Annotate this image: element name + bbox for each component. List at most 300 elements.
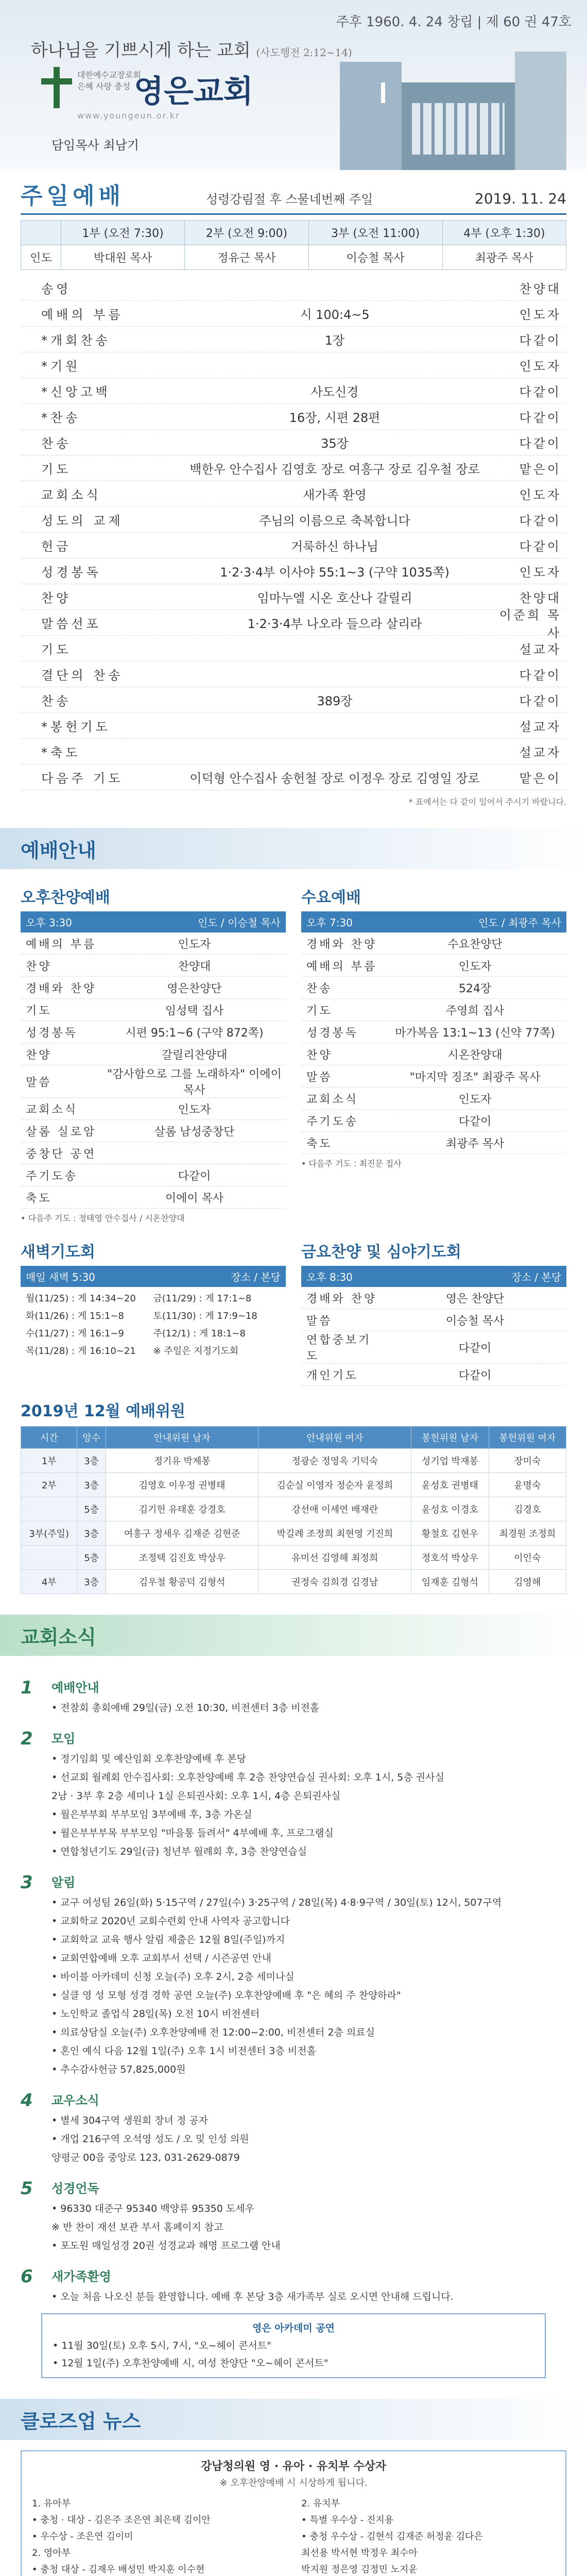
order-item-name: *기원 bbox=[41, 359, 81, 374]
order-row bbox=[301, 977, 566, 999]
news-title: 알림 bbox=[51, 1875, 76, 1890]
theme-verse-text: 하나님을 기쁘시게 하는 교회 bbox=[31, 40, 251, 61]
friday-title: 금요찬양 및 심야기도회 bbox=[301, 1243, 461, 1261]
order-row bbox=[21, 1065, 286, 1098]
order-item-leader: 찬양대 bbox=[519, 282, 561, 296]
order-row bbox=[21, 1142, 286, 1164]
dawn-reading: 화(11/26) : 게 15:1~8 bbox=[26, 1311, 124, 1321]
month-cell: 김경호 bbox=[489, 1497, 566, 1521]
order-item-value: 임성택 집사 bbox=[165, 1004, 224, 1018]
news-line: • 월은부부부목 부부모임 "마을통 들려서" 4부예배 후, 프로그램실 bbox=[51, 1827, 334, 1839]
month-header-row bbox=[21, 1427, 566, 1449]
wednesday-title: 수요예배 bbox=[301, 889, 361, 907]
month-cell: 조정택 김진호 박상우 bbox=[106, 1546, 258, 1570]
order-row bbox=[21, 999, 286, 1021]
worship-order-row bbox=[21, 558, 566, 584]
order-item-name: 찬양 bbox=[306, 1048, 333, 1062]
news-body bbox=[51, 2266, 566, 2306]
news-item bbox=[21, 2178, 566, 2255]
order-item-name: 예배의 부름 bbox=[26, 938, 97, 951]
order-item-content: 시 100:4~5 bbox=[300, 308, 370, 322]
afternoon-worship bbox=[21, 879, 286, 1224]
news-number: 4 bbox=[21, 2090, 33, 2111]
month-cell: 장미숙 bbox=[489, 1449, 566, 1473]
theme-verse bbox=[31, 36, 352, 61]
month-cell: 3층 bbox=[77, 1521, 106, 1546]
friday-time: 오후 8:30 bbox=[306, 1271, 353, 1283]
afternoon-note: • 다음주 기도 : 정태영 안수집사 / 시온찬양대 bbox=[21, 1213, 185, 1223]
section-banner-title: 예배안내 bbox=[21, 839, 96, 862]
worship-order-row bbox=[21, 739, 566, 765]
club-line: • 충청 대상 - 김재우 배성민 박지훈 이수현 bbox=[32, 2564, 205, 2575]
worship-order-row bbox=[21, 713, 566, 739]
month-cell bbox=[21, 1546, 77, 1570]
order-row bbox=[21, 1043, 286, 1065]
afternoon-order bbox=[21, 933, 286, 1209]
club-line: 2. 영아부 bbox=[32, 2548, 71, 2558]
month-cell: 유미선 김영해 최정희 bbox=[258, 1546, 411, 1570]
order-item-content: 이덕형 안수집사 송헌철 장로 이정우 장로 김영일 장로 bbox=[189, 771, 480, 786]
order-item-name: 다음주 기도 bbox=[41, 771, 124, 786]
order-item-value: "마지막 징조" 최광주 목사 bbox=[409, 1071, 541, 1084]
month-cell: 4부 bbox=[21, 1570, 77, 1594]
worship-order-row bbox=[21, 430, 566, 455]
order-item-name: 말씀 bbox=[306, 1071, 333, 1084]
order-row bbox=[301, 999, 566, 1021]
order-row bbox=[301, 1110, 566, 1132]
order-item-value: 영은찬양단 bbox=[167, 982, 222, 995]
order-item-name: 결단의 찬송 bbox=[41, 668, 124, 683]
order-item-name: 기도 bbox=[26, 1004, 52, 1018]
worship-date: 2019. 11. 24 bbox=[474, 190, 566, 207]
order-row bbox=[301, 1043, 566, 1065]
afternoon-bar bbox=[21, 911, 286, 933]
order-item-leader: 다같이 bbox=[519, 694, 561, 708]
news-title: 예배안내 bbox=[51, 1681, 99, 1695]
order-row bbox=[301, 933, 566, 955]
news-number: 6 bbox=[21, 2266, 33, 2287]
order-item-name: 송영 bbox=[41, 282, 72, 296]
afternoon-lead: 인도 / 이승철 목사 bbox=[197, 917, 281, 929]
service-leader-cell: 이승철 목사 bbox=[308, 245, 442, 270]
denomination-line-2: 은혜 사랑 충성 bbox=[77, 81, 130, 91]
service-times-row bbox=[21, 221, 566, 245]
order-row bbox=[301, 1021, 566, 1043]
month-cell: 김영호 이우정 권병태 bbox=[106, 1473, 258, 1497]
order-item-leader: 맡은이 bbox=[519, 771, 561, 786]
news-line: • 96330 대준구 95340 백양류 95350 도세우 bbox=[51, 2203, 254, 2214]
order-item-value: 이승철 목사 bbox=[445, 1314, 505, 1328]
order-item-name: 주기도송 bbox=[306, 1115, 359, 1128]
month-cell: 성기업 박재봉 bbox=[411, 1449, 489, 1473]
news-line: • 노인학교 졸업식 28일(목) 오전 10시 비전센터 bbox=[51, 2008, 260, 2020]
church-name: 영은교회 bbox=[134, 74, 253, 110]
order-item-value: 524장 bbox=[458, 982, 492, 995]
order-item-name: *신앙고백 bbox=[41, 385, 111, 399]
dawn-place: 장소 / 본당 bbox=[231, 1271, 281, 1283]
order-item-content: 새가족 환영 bbox=[303, 488, 367, 502]
news-item bbox=[21, 2266, 566, 2306]
worship-order-row bbox=[21, 607, 566, 640]
theme-verse-ref: (사도행전 2:12~14) bbox=[256, 46, 352, 59]
service-leader-cell: 박대원 목사 bbox=[61, 245, 184, 270]
friday-place: 장소 / 본당 bbox=[511, 1271, 561, 1283]
order-row bbox=[21, 1098, 286, 1120]
order-item-name: 살롬 실로암 bbox=[26, 1125, 97, 1139]
order-item-value: 다같이 bbox=[178, 1170, 211, 1183]
order-item-leader: 이준희 목사 bbox=[499, 607, 561, 640]
order-item-leader: 다같이 bbox=[519, 411, 561, 425]
event-line: • 12월 1일(주) 오후찬양예배 시, 여성 찬양단 "오~헤이 콘서트" bbox=[53, 2358, 329, 2369]
order-row bbox=[21, 933, 286, 955]
club-columns bbox=[32, 2496, 555, 2576]
order-item-leader: 찬양대 bbox=[519, 591, 561, 605]
order-item-name: 헌금 bbox=[41, 539, 72, 554]
month-cell: 박길례 조정희 최현영 기진희 bbox=[258, 1521, 411, 1546]
order-item-leader: 인도자 bbox=[519, 488, 561, 502]
month-cell: 3층 bbox=[77, 1449, 106, 1473]
order-row bbox=[301, 1065, 566, 1088]
order-row bbox=[301, 955, 566, 977]
month-cell: 1부 bbox=[21, 1449, 77, 1473]
dawn-reading: 수(11/27) : 게 16:1~9 bbox=[26, 1328, 124, 1339]
order-item-name: 교회소식 bbox=[41, 488, 101, 502]
club-line: 최선용 박서현 박정우 최수아 bbox=[301, 2548, 418, 2558]
worship-guide-section bbox=[0, 869, 587, 1594]
order-row bbox=[301, 1132, 566, 1154]
guide-mid-columns bbox=[21, 1234, 566, 1386]
order-item-leader: 다같이 bbox=[519, 333, 561, 348]
order-item-name: 기도 bbox=[41, 642, 72, 657]
month-committee-table bbox=[21, 1426, 566, 1594]
month-cell: 김순실 이영자 정순자 윤정희 bbox=[258, 1473, 411, 1497]
order-item-content: 389장 bbox=[317, 694, 353, 708]
order-item-name: 경배와 찬양 bbox=[26, 982, 97, 995]
friday-bar bbox=[301, 1266, 566, 1287]
senior-pastor: 담임목사 최남기 bbox=[51, 138, 139, 152]
month-row bbox=[21, 1449, 566, 1473]
order-row bbox=[21, 1187, 286, 1209]
dawn-reading: 주(12/1) : 게 18:1~8 bbox=[153, 1328, 246, 1339]
cross-logo-icon bbox=[41, 67, 72, 108]
dawn-title: 새벽기도회 bbox=[21, 1243, 95, 1261]
worship-order-row bbox=[21, 301, 566, 327]
dawn-reading: ※ 주일은 지정기도회 bbox=[153, 1346, 239, 1357]
club-heading: 강남청의원 영 · 유아 · 유치부 수상자 bbox=[200, 2460, 387, 2473]
order-item-value: 다같이 bbox=[458, 1115, 492, 1128]
dawn-reading: 목(11/28) : 게 16:10~21 bbox=[26, 1346, 136, 1357]
month-row bbox=[21, 1521, 566, 1546]
month-cell: 정호석 박상우 bbox=[411, 1546, 489, 1570]
news-line: • 연합청년기도 29일(금) 청년부 월례회 후, 3층 찬양연습실 bbox=[51, 1846, 307, 1857]
order-item-name: 찬양 bbox=[26, 1048, 52, 1062]
month-cell: 강선애 이세연 배재란 bbox=[258, 1497, 411, 1521]
news-line: 양평군 00읍 중앙로 123, 031-2629-0879 bbox=[51, 2152, 240, 2163]
news-line: • 교회연합예배 오후 교회부서 선택 / 시즌공연 안내 bbox=[51, 1953, 271, 1964]
news-number: 1 bbox=[21, 1677, 33, 1698]
worship-order-row bbox=[21, 507, 566, 533]
wednesday-lead: 인도 / 최광주 목사 bbox=[478, 917, 561, 929]
month-row bbox=[21, 1473, 566, 1497]
order-item-name: 성도의 교제 bbox=[41, 514, 124, 528]
news-body bbox=[51, 1872, 566, 2079]
order-item-value: 인도자 bbox=[458, 1093, 492, 1106]
worship-heading bbox=[21, 177, 566, 215]
news-line: • 개업 216구역 오석영 성도 / 오 및 인성 의원 bbox=[51, 2133, 249, 2145]
order-item-value: 찬양대 bbox=[178, 960, 211, 973]
month-row bbox=[21, 1546, 566, 1570]
month-header-cell: 봉헌위원 남자 bbox=[411, 1427, 489, 1449]
order-item-name: 기도 bbox=[41, 462, 72, 477]
order-item-value: 수요찬양단 bbox=[447, 938, 503, 951]
section-banner-guide bbox=[0, 828, 587, 869]
order-item-value: 영은 찬양단 bbox=[445, 1292, 505, 1306]
news-item bbox=[21, 2090, 566, 2167]
news-line: • 포도원 매일성경 20권 성경교과 해명 프로그램 안내 bbox=[51, 2240, 281, 2251]
month-cell: 김영해 bbox=[489, 1570, 566, 1594]
order-item-leader: 설교자 bbox=[519, 642, 561, 657]
month-cell: 3부(주일) bbox=[21, 1521, 77, 1546]
order-item-name: 교회소식 bbox=[26, 1103, 78, 1116]
month-cell: 윤명숙 bbox=[489, 1473, 566, 1497]
month-header-cell: 안내위원 남자 bbox=[106, 1427, 258, 1449]
order-item-content: 임마누엘 시온 호산나 갈릴리 bbox=[257, 591, 412, 605]
order-item-name: 찬송 bbox=[306, 982, 333, 995]
month-cell: 김우철 황공덕 김형석 bbox=[106, 1570, 258, 1594]
order-item-leader: 다같이 bbox=[519, 668, 561, 683]
church-news-section bbox=[0, 1656, 587, 2306]
news-line: • 교회학교 2020년 교회수련회 안내 사역자 공고합니다 bbox=[51, 1916, 290, 1927]
order-item-name: 성경봉독 bbox=[306, 1026, 359, 1040]
service-leaders-row bbox=[21, 245, 566, 270]
order-item-value: 다같이 bbox=[458, 1342, 492, 1355]
dawn-readings-col2 bbox=[153, 1290, 281, 1360]
afternoon-title: 오후찬양예배 bbox=[21, 889, 110, 907]
worship-order-list bbox=[21, 275, 566, 790]
order-item-value: 마가복음 13:1~13 (신약 77쪽) bbox=[395, 1026, 555, 1040]
worship-order-row bbox=[21, 404, 566, 430]
news-number: 5 bbox=[21, 2178, 33, 2199]
order-item-content: 16장, 시편 28편 bbox=[289, 411, 381, 425]
month-cell: 윤성호 권병태 bbox=[411, 1473, 489, 1497]
denomination-line-1: 대한예수교장로회 bbox=[77, 70, 141, 80]
service-leader-cell: 최광주 목사 bbox=[442, 245, 566, 270]
order-item-name: *봉헌기도 bbox=[41, 720, 111, 734]
order-row bbox=[301, 1088, 566, 1110]
month-header-cell: 안내위원 여자 bbox=[258, 1427, 411, 1449]
month-header-cell: 봉헌위원 여자 bbox=[489, 1427, 566, 1449]
news-title: 교우소식 bbox=[51, 2093, 99, 2108]
month-cell: 황철호 김현우 bbox=[411, 1521, 489, 1546]
order-row bbox=[21, 1164, 286, 1187]
order-item-name: 기도 bbox=[306, 1004, 333, 1018]
wednesday-note: • 다음주 기도 : 최진문 집사 bbox=[301, 1159, 402, 1168]
news-line: • 정기임회 및 예산임회 오후찬양예배 후 본당 bbox=[51, 1753, 246, 1765]
worship-order-row bbox=[21, 327, 566, 352]
service-times-blank bbox=[21, 221, 61, 245]
news-line: • 실클 영 성 모형 성경 경학 공연 오늘(주) 오후찬양예배 후 "은 혜의 주 찬양하라" bbox=[51, 1990, 401, 2001]
club-line: 2. 유치부 bbox=[301, 2498, 340, 2509]
month-cell: 정기유 박제봉 bbox=[106, 1449, 258, 1473]
afternoon-time: 오후 3:30 bbox=[26, 917, 72, 929]
order-item-name: 찬송 bbox=[41, 694, 72, 708]
order-item-value: 다같이 bbox=[458, 1369, 492, 1382]
order-item-leader: 설교자 bbox=[519, 720, 561, 734]
news-body bbox=[51, 2178, 566, 2255]
club-news-box bbox=[21, 2450, 566, 2576]
order-item-value: 이에이 목사 bbox=[165, 1192, 224, 1205]
order-item-leader: 다같이 bbox=[519, 539, 561, 554]
order-item-name: 성경봉독 bbox=[41, 565, 101, 580]
news-line: • 교구 여성팀 26일(화) 5·15구역 / 27일(수) 3·25구역 / 28일(목) 4·8·9구역 / 30일(토) 12시, 507구역 bbox=[51, 1897, 502, 1908]
news-line: 2남 · 3부 후 2층 세미나 1실 은퇴권사회: 오후 1시, 4층 은퇴권사실 bbox=[51, 1790, 341, 1802]
order-item-name: 성경봉독 bbox=[26, 1026, 78, 1040]
order-item-value: 시온찬양대 bbox=[447, 1048, 503, 1062]
worship-order-row bbox=[21, 687, 566, 713]
news-title: 모임 bbox=[51, 1732, 76, 1746]
order-item-name: 중창단 공연 bbox=[26, 1147, 97, 1161]
building-tower bbox=[340, 62, 402, 170]
worship-footnote: * 표에서는 다 같이 일어서 주시기 바랍니다. bbox=[408, 797, 566, 807]
club-line: 박지원 정은영 김정민 노지윤 bbox=[301, 2564, 418, 2575]
order-item-content: 1·2·3·4부 이사야 55:1~3 (구약 1035쪽) bbox=[220, 565, 450, 580]
friday-order bbox=[301, 1287, 566, 1386]
order-item-name: *개회찬송 bbox=[41, 333, 111, 348]
club-line: • 우수상 - 조은연 김이미 bbox=[32, 2531, 133, 2542]
month-cell: 임재훈 김형석 bbox=[411, 1570, 489, 1594]
news-title: 새가족환영 bbox=[51, 2269, 111, 2284]
order-item-name: 경배와 찬양 bbox=[306, 938, 377, 951]
month-committee-title: 2019년 12월 예배위원 bbox=[21, 1402, 186, 1420]
worship-order-row bbox=[21, 636, 566, 662]
order-item-name: 예배의 부름 bbox=[306, 960, 377, 973]
service-time-cell: 2부 (오전 9:00) bbox=[185, 221, 308, 245]
order-item-name: 찬양 bbox=[41, 591, 72, 605]
news-line: • 바이블 아카데미 신청 오늘(주) 오후 2시, 2층 세미나실 bbox=[51, 1971, 295, 1982]
event-box bbox=[41, 2313, 546, 2378]
month-cell: 정광순 정영옥 기덕숙 bbox=[258, 1449, 411, 1473]
dawn-reading: 월(11/25) : 게 14:34~20 bbox=[26, 1293, 136, 1304]
building-annex bbox=[515, 52, 566, 170]
order-row bbox=[21, 977, 286, 999]
wednesday-worship bbox=[301, 879, 566, 1224]
order-item-name: 경배와 찬양 bbox=[306, 1292, 377, 1306]
section-banner-title: 클로즈업 뉴스 bbox=[21, 2410, 141, 2433]
order-item-leader: 맡은이 bbox=[519, 462, 561, 477]
order-item-value: 살롬 남성중창단 bbox=[154, 1125, 235, 1139]
month-cell: 3층 bbox=[77, 1570, 106, 1594]
guide-top-columns bbox=[21, 879, 566, 1224]
order-item-leader: 인도자 bbox=[519, 565, 561, 580]
order-row bbox=[301, 1309, 566, 1331]
order-item-content: 백한우 안수집사 김영호 장로 여흥구 장로 김우철 장로 bbox=[189, 462, 480, 477]
order-row bbox=[301, 1331, 566, 1364]
order-item-name: 예배의 부름 bbox=[41, 308, 124, 322]
wednesday-order bbox=[301, 933, 566, 1154]
news-item bbox=[21, 1872, 566, 2079]
month-cell: 5층 bbox=[77, 1546, 106, 1570]
club-line: • 충청 · 대상 - 김은주 조은연 최은택 김이안 bbox=[32, 2515, 211, 2526]
dawn-bar bbox=[21, 1266, 286, 1287]
month-cell: 권정숙 김희경 김경남 bbox=[258, 1570, 411, 1594]
club-news-section bbox=[0, 2440, 587, 2576]
club-column-left bbox=[32, 2496, 286, 2576]
month-cell: 5층 bbox=[77, 1497, 106, 1521]
order-item-content: 1장 bbox=[324, 333, 345, 348]
order-item-content: 주님의 이름으로 축복합니다 bbox=[259, 514, 410, 528]
month-cell: 2부 bbox=[21, 1473, 77, 1497]
order-item-leader: 다같이 bbox=[519, 385, 561, 399]
month-header-cell: 앙수 bbox=[77, 1427, 106, 1449]
friday-prayer bbox=[301, 1234, 566, 1386]
service-leaders-label: 인도 bbox=[21, 245, 61, 270]
section-banner-title: 교회소식 bbox=[21, 1625, 96, 1649]
month-cell bbox=[21, 1497, 77, 1521]
news-item bbox=[21, 1677, 566, 1717]
bulletin-header bbox=[0, 0, 587, 170]
issue-meta: 주후 1960. 4. 24 창립 | 제 60 권 47호 bbox=[336, 14, 572, 30]
month-cell: 여흥구 정세우 김재준 김현준 bbox=[106, 1521, 258, 1546]
news-line: • 오늘 처음 나오신 분들 환영합니다. 예배 후 본당 3층 새가족부 실로 오시면 안내해 드립니다. bbox=[51, 2291, 454, 2302]
month-cell: 이인숙 bbox=[489, 1546, 566, 1570]
club-subheading: ※ 오후찬양예배 시 시상하게 됩니다. bbox=[219, 2478, 368, 2488]
order-item-name: 주기도송 bbox=[26, 1170, 78, 1183]
order-item-name: 말씀선포 bbox=[41, 617, 101, 631]
church-building-illustration bbox=[319, 36, 566, 170]
denomination bbox=[77, 70, 141, 92]
month-cell: 3층 bbox=[77, 1473, 106, 1497]
club-line: • 특별 우수상 - 진지용 bbox=[301, 2515, 394, 2526]
club-column-right bbox=[301, 2496, 555, 2576]
event-title: 영은 아카데미 공연 bbox=[252, 2323, 335, 2334]
news-line: • 월은부부회 부부모임 3부예배 후, 3층 가온실 bbox=[51, 1809, 252, 1820]
order-item-name: 교회소식 bbox=[306, 1093, 359, 1106]
order-item-content: 35장 bbox=[321, 436, 349, 451]
order-item-value: 인도자 bbox=[458, 960, 492, 973]
order-item-name: *축도 bbox=[41, 745, 81, 760]
news-number: 3 bbox=[21, 1872, 33, 1893]
dawn-reading: 금(11/29) : 게 17:1~8 bbox=[153, 1293, 252, 1304]
service-time-cell: 4부 (오후 1:30) bbox=[442, 221, 566, 245]
wednesday-bar bbox=[301, 911, 566, 933]
worship-order-section bbox=[0, 170, 587, 807]
order-item-name: 개인기도 bbox=[306, 1369, 359, 1382]
order-item-name: 찬송 bbox=[41, 436, 72, 451]
building-windows bbox=[412, 103, 505, 155]
worship-order-row bbox=[21, 584, 566, 610]
order-item-name: 축도 bbox=[306, 1137, 333, 1150]
order-item-name: 찬양 bbox=[26, 960, 52, 973]
worship-order-row bbox=[21, 455, 566, 481]
order-row bbox=[21, 1021, 286, 1043]
wednesday-time: 오후 7:30 bbox=[306, 917, 353, 929]
event-line: • 11월 30일(토) 오후 5시, 7시, "오~헤이 콘서트" bbox=[53, 2340, 271, 2351]
dawn-readings-col1 bbox=[26, 1290, 153, 1360]
worship-order-row bbox=[21, 275, 566, 301]
order-row bbox=[301, 1364, 566, 1386]
month-cell: 윤성호 이경호 bbox=[411, 1497, 489, 1521]
club-line: 1. 유아부 bbox=[32, 2498, 71, 2509]
order-item-content: 사도신경 bbox=[310, 385, 359, 399]
section-banner-club bbox=[0, 2399, 587, 2440]
dawn-time: 매일 새벽 5:30 bbox=[26, 1271, 95, 1283]
section-banner-news bbox=[0, 1615, 587, 1656]
order-item-name: 축도 bbox=[26, 1192, 52, 1205]
month-header-cell: 시간 bbox=[21, 1427, 77, 1449]
worship-order-row bbox=[21, 481, 566, 507]
church-url[interactable]: www.youngeun.or.kr bbox=[77, 111, 180, 121]
news-line: • 교회학교 교육 행사 알림 제출은 12월 8일(주일)까지 bbox=[51, 1934, 285, 1945]
